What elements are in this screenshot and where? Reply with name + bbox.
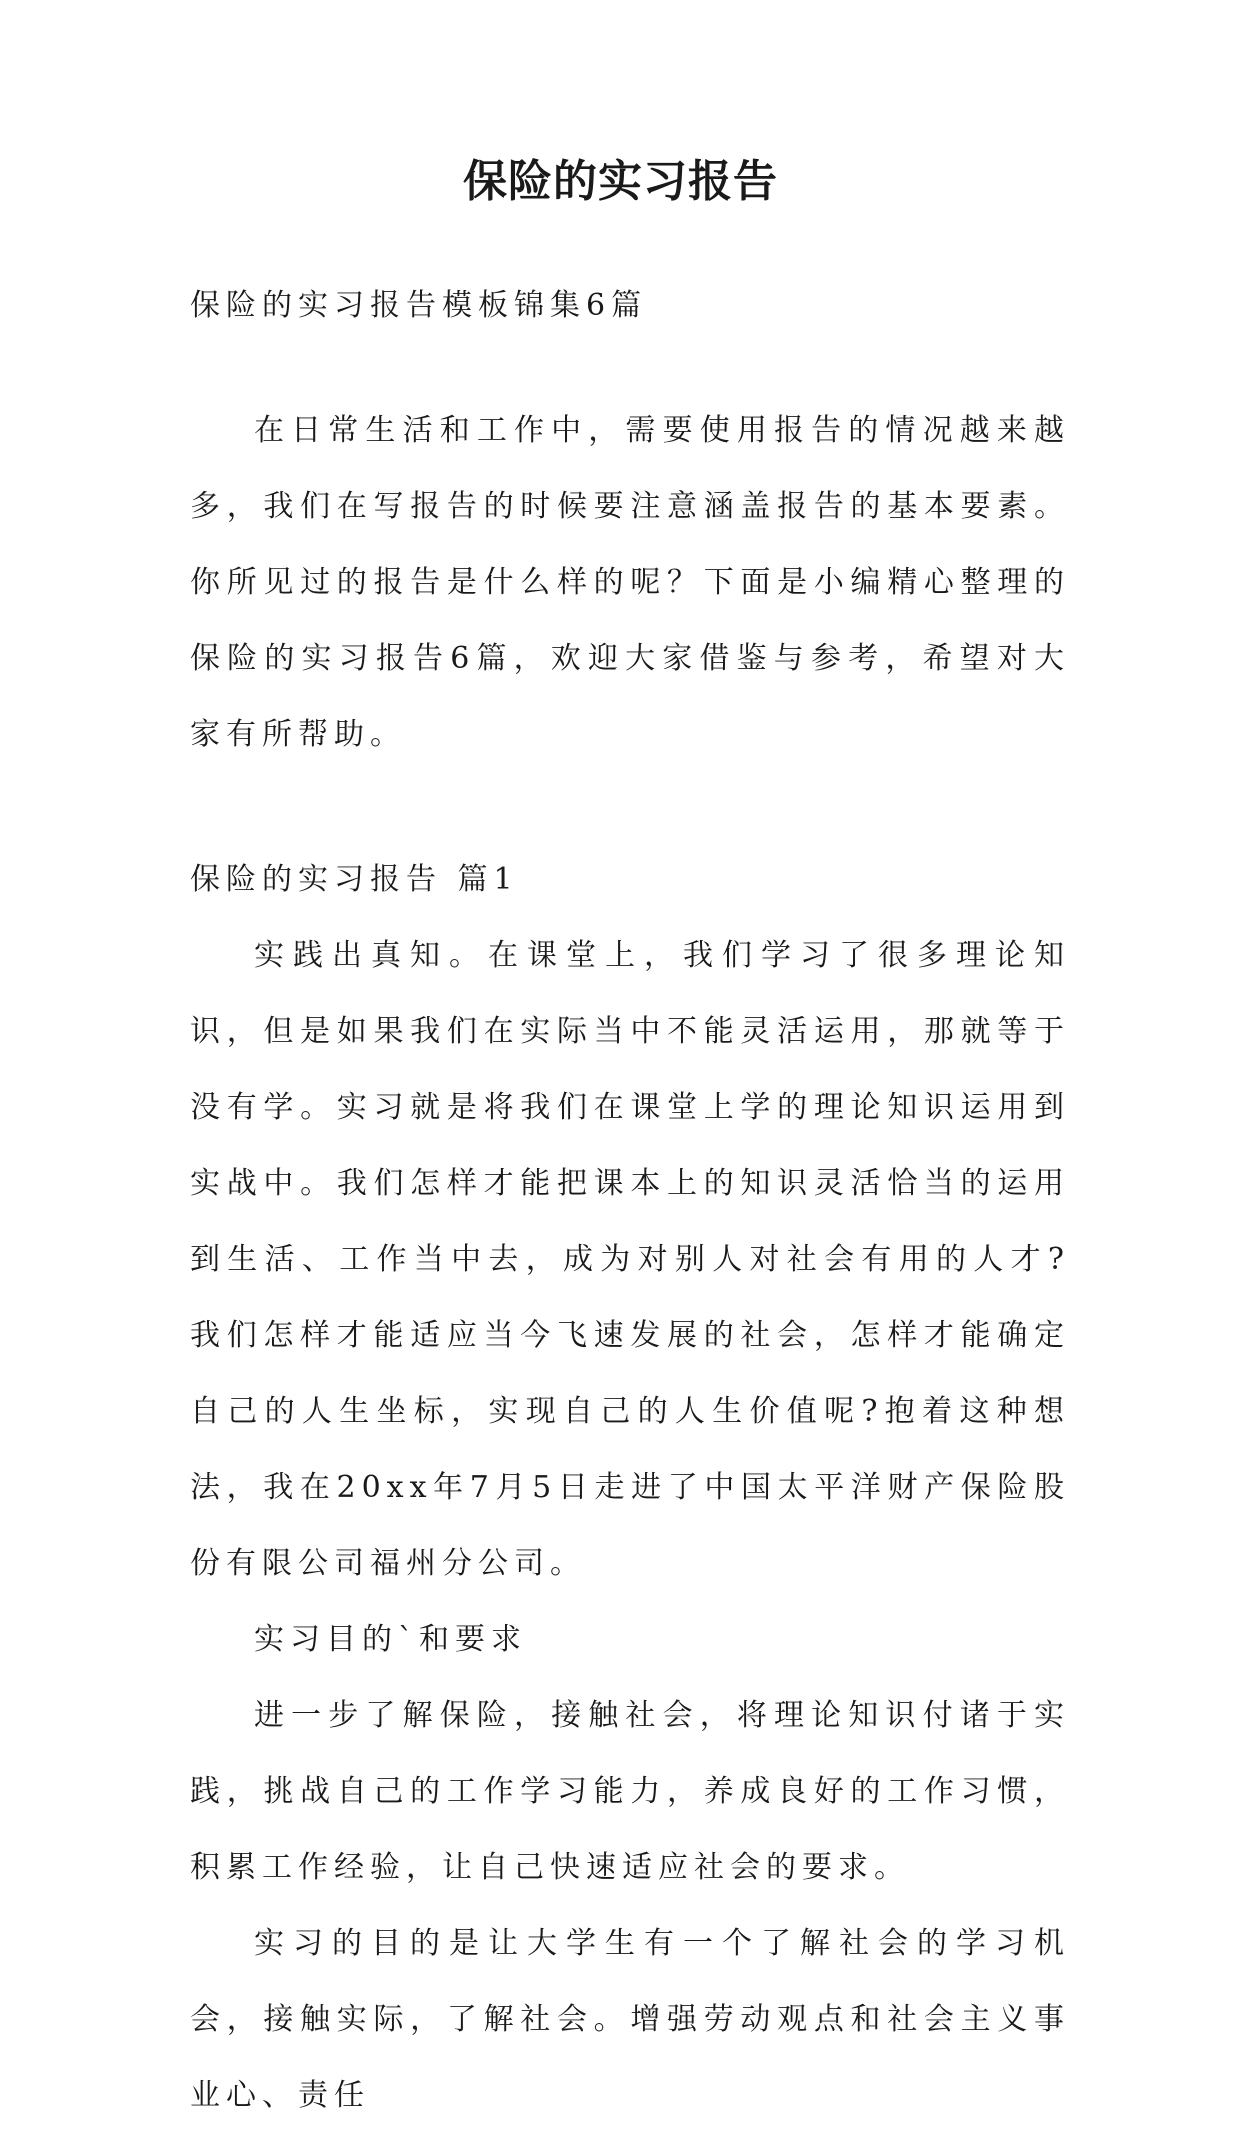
section-subheading: 实习目的`和要求 bbox=[254, 1622, 527, 1657]
body-paragraph: 实践出真知。在课堂上，我们学习了很多理论知识，但是如果我们在实际当中不能灵活运用，那就等于没有学。实习就是将我们在课堂上学的理论知识运用到实战中。我们怎样才能把课本上的知识灵活恰当的运用到生活、工作当中去，成为对别人对社会有用的人才?我们怎样才能适应当今飞速发展的社会，怎样才能确定自己的人生坐标，实现自己的人生价值呢?抱着这种想法，我在20xx年7月5日走进了中国太平洋财产保险股份有限公司福州分公司。 bbox=[190, 938, 1070, 1581]
document-title: 保险的实习报告 bbox=[463, 156, 778, 207]
spacer bbox=[190, 344, 1070, 393]
body-paragraph: 进一步了解保险，接触社会，将理论知识付诸于实践，挑战自己的工作学习能力，养成良好的工作习惯，积累工作经验，让自己快速适应社会的要求。 bbox=[190, 1698, 1070, 1885]
spacer bbox=[190, 773, 1070, 842]
document-subtitle: 保险的实习报告模板锦集6篇 bbox=[190, 288, 648, 323]
intro-paragraph: 在日常生活和工作中，需要使用报告的情况越来越多，我们在写报告的时候要注意涵盖报告的基本要素。你所见过的报告是什么样的呢？下面是小编精心整理的保险的实习报告6篇，欢迎大家借鉴与参考，希望对大家有所帮助。 bbox=[190, 413, 1070, 752]
document-body bbox=[190, 268, 1070, 2134]
body-paragraph: 实习的目的是让大学生有一个了解社会的学习机会，接触实际，了解社会。增强劳动观点和社会主义事业心、责任 bbox=[190, 1926, 1070, 2113]
section-heading: 保险的实习报告 篇1 bbox=[190, 862, 519, 897]
